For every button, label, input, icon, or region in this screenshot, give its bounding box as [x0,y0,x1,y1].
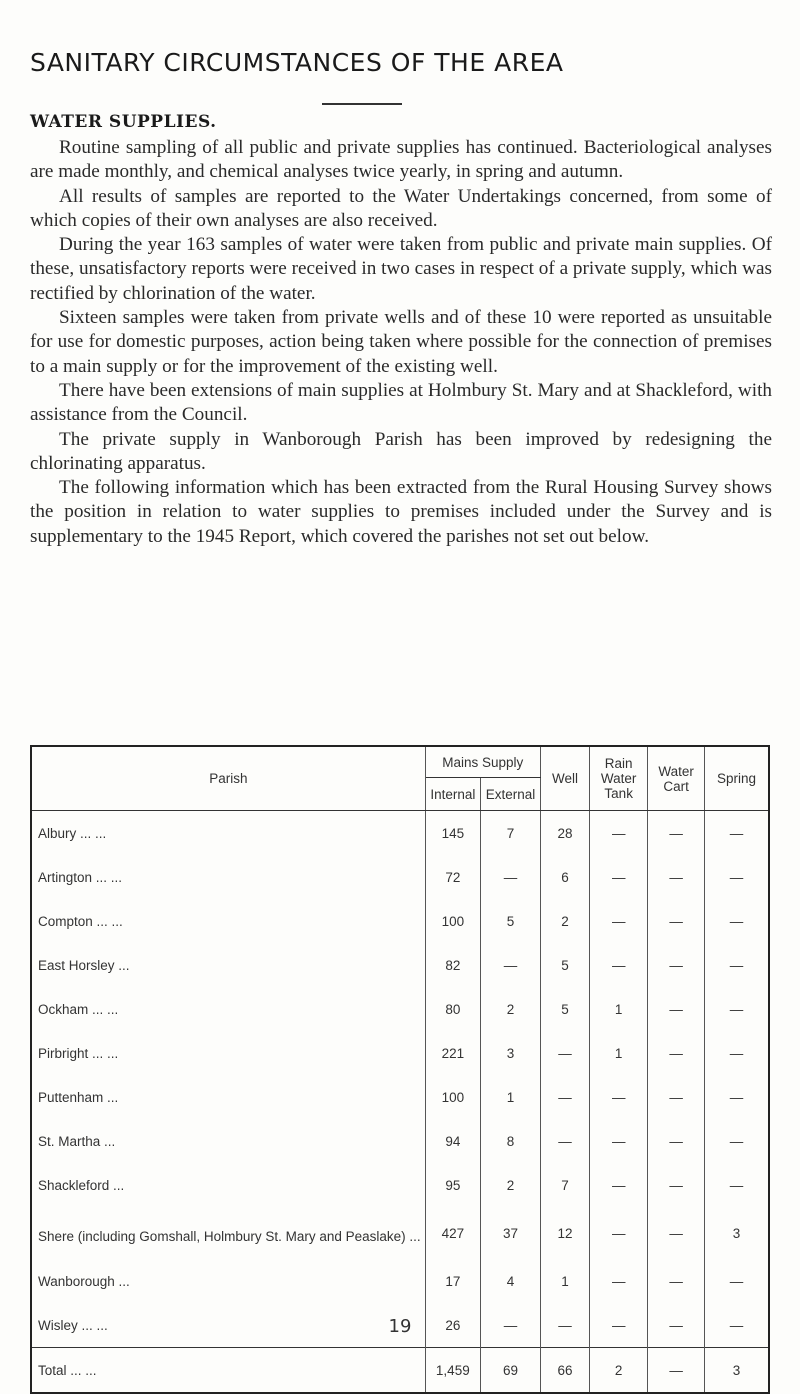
paragraph: The following information which has been extracted from the Rural Housing Survey shows the position in relation to water supplies to premises included under the Survey and is supplementary to the 1945 Report, which covered the parishes not set out below. [30,477,772,547]
cart-cell: — [648,1259,705,1303]
page-title: SANITARY CIRCUMSTANCES OF THE AREA [30,48,564,77]
well-cell: 12 [540,1207,589,1259]
rain-cell: — [590,1259,648,1303]
well-cell: 5 [540,943,589,987]
parish-cell: Shackleford ... [31,1163,425,1207]
well-cell: 7 [540,1163,589,1207]
total-rain: 2 [590,1348,648,1394]
table-row [31,943,769,987]
cart-cell: — [648,943,705,987]
total-label: Total ... ... [31,1348,425,1394]
well-cell: — [540,1303,589,1348]
table-row [31,811,769,856]
well-cell: — [540,1031,589,1075]
well-cell: — [540,1119,589,1163]
spring-cell: — [705,1075,770,1119]
internal-cell: 17 [425,1259,480,1303]
cart-cell: — [648,1119,705,1163]
title-divider [322,103,402,105]
well-cell: 1 [540,1259,589,1303]
header-parish: Parish [31,746,425,811]
well-cell: 2 [540,899,589,943]
table-row [31,1207,769,1259]
parish-cell: Pirbright ... ... [31,1031,425,1075]
paragraph: Routine sampling of all public and private supplies has continued. Bacteriological analyses are made monthly, and chemical analyses twice yearly, in spring and autumn. [30,137,772,183]
parish-cell: Wanborough ... [31,1259,425,1303]
spring-cell: — [705,1259,770,1303]
external-cell: — [480,1303,540,1348]
header-rain-water-tank: Rain Water Tank [590,746,648,811]
parish-cell: Artington ... ... [31,855,425,899]
external-cell: 8 [480,1119,540,1163]
internal-cell: 26 [425,1303,480,1348]
header-mains-supply: Mains Supply [425,746,540,778]
external-cell: 37 [480,1207,540,1259]
paragraph: During the year 163 samples of water were taken from public and private main supplies. Of these, unsatisfactory reports were received in two cases in respect of a private supply, which was rectified by chlorination of the water. [30,234,773,304]
parish-cell: Compton ... ... [31,899,425,943]
total-internal: 1,459 [425,1348,480,1394]
well-cell: 28 [540,811,589,856]
rain-cell: — [590,855,648,899]
rain-cell: — [590,1207,648,1259]
spring-cell: — [705,987,770,1031]
total-cart: — [648,1348,705,1394]
rain-cell: — [590,943,648,987]
internal-cell: 95 [425,1163,480,1207]
table-row [31,1259,769,1303]
cart-cell: — [648,855,705,899]
header-well: Well [540,746,589,811]
total-spring: 3 [705,1348,770,1394]
header-external: External [480,778,540,811]
cart-cell: — [648,1031,705,1075]
paragraph: There have been extensions of main supplies at Holmbury St. Mary and at Shackleford, with assistance from the Council. [30,379,772,426]
internal-cell: 100 [425,1075,480,1119]
rain-cell: — [590,1163,648,1207]
external-cell: 2 [480,1163,540,1207]
external-cell: 4 [480,1259,540,1303]
internal-cell: 72 [425,855,480,899]
parish-cell: Ockham ... ... [31,987,425,1031]
spring-cell: — [705,899,770,943]
rain-cell: — [590,899,648,943]
spring-cell: — [705,1031,770,1075]
cart-cell: — [648,1075,705,1119]
header-water-cart: Water Cart [648,746,705,811]
table-row [31,1031,769,1075]
body-text [30,136,772,549]
external-cell: 1 [480,1075,540,1119]
parish-cell: Shere (including Gomshall, Holmbury St. Mary and Peaslake) ... [31,1207,425,1259]
spring-cell: — [705,855,770,899]
paragraph: All results of samples are reported to the Water Undertakings concerned, from some of which copies of their own analyses are also received. [30,185,772,231]
table-row [31,1163,769,1207]
table-row [31,1119,769,1163]
well-cell: 6 [540,855,589,899]
total-well: 66 [540,1348,589,1394]
parish-cell: St. Martha ... [31,1119,425,1163]
parish-cell: Puttenham ... [31,1075,425,1119]
cart-cell: — [648,899,705,943]
external-cell: 5 [480,899,540,943]
header-spring: Spring [705,746,770,811]
spring-cell: — [705,811,770,856]
table-row [31,1075,769,1119]
spring-cell: — [705,1163,770,1207]
table-row [31,987,769,1031]
rain-cell: — [590,1075,648,1119]
well-cell: 5 [540,987,589,1031]
internal-cell: 100 [425,899,480,943]
external-cell: 3 [480,1031,540,1075]
external-cell: 2 [480,987,540,1031]
cart-cell: — [648,1303,705,1348]
spring-cell: 3 [705,1207,770,1259]
well-cell: — [540,1075,589,1119]
paragraph: The private supply in Wanborough Parish has been improved by redesigning the chlorinating apparatus. [30,428,772,474]
external-cell: 7 [480,811,540,856]
page-number: 19 [388,1316,412,1337]
spring-cell: — [705,943,770,987]
internal-cell: 82 [425,943,480,987]
total-row [31,1348,769,1394]
cart-cell: — [648,987,705,1031]
cart-cell: — [648,1163,705,1207]
water-supply-table [30,745,770,1394]
parish-cell: Albury ... ... [31,811,425,856]
internal-cell: 427 [425,1207,480,1259]
internal-cell: 221 [425,1031,480,1075]
spring-cell: — [705,1303,770,1348]
rain-cell: — [590,1303,648,1348]
internal-cell: 80 [425,987,480,1031]
table-row [31,855,769,899]
header-internal: Internal [425,778,480,811]
rain-cell: 1 [590,1031,648,1075]
parish-cell: Wisley ... ... [31,1303,425,1348]
rain-cell: 1 [590,987,648,1031]
rain-cell: — [590,811,648,856]
rain-cell: — [590,1119,648,1163]
external-cell: — [480,943,540,987]
paragraph: Sixteen samples were taken from private wells and of these 10 were reported as unsuitable for use for domestic purposes, action being taken where possible for the connection of premises to a main supply or for the improvement of the existing well. [30,307,772,377]
cart-cell: — [648,1207,705,1259]
internal-cell: 145 [425,811,480,856]
table-row [31,899,769,943]
spring-cell: — [705,1119,770,1163]
section-heading: WATER SUPPLIES. [30,112,217,132]
total-external: 69 [480,1348,540,1394]
internal-cell: 94 [425,1119,480,1163]
external-cell: — [480,855,540,899]
cart-cell: — [648,811,705,856]
parish-cell: East Horsley ... [31,943,425,987]
